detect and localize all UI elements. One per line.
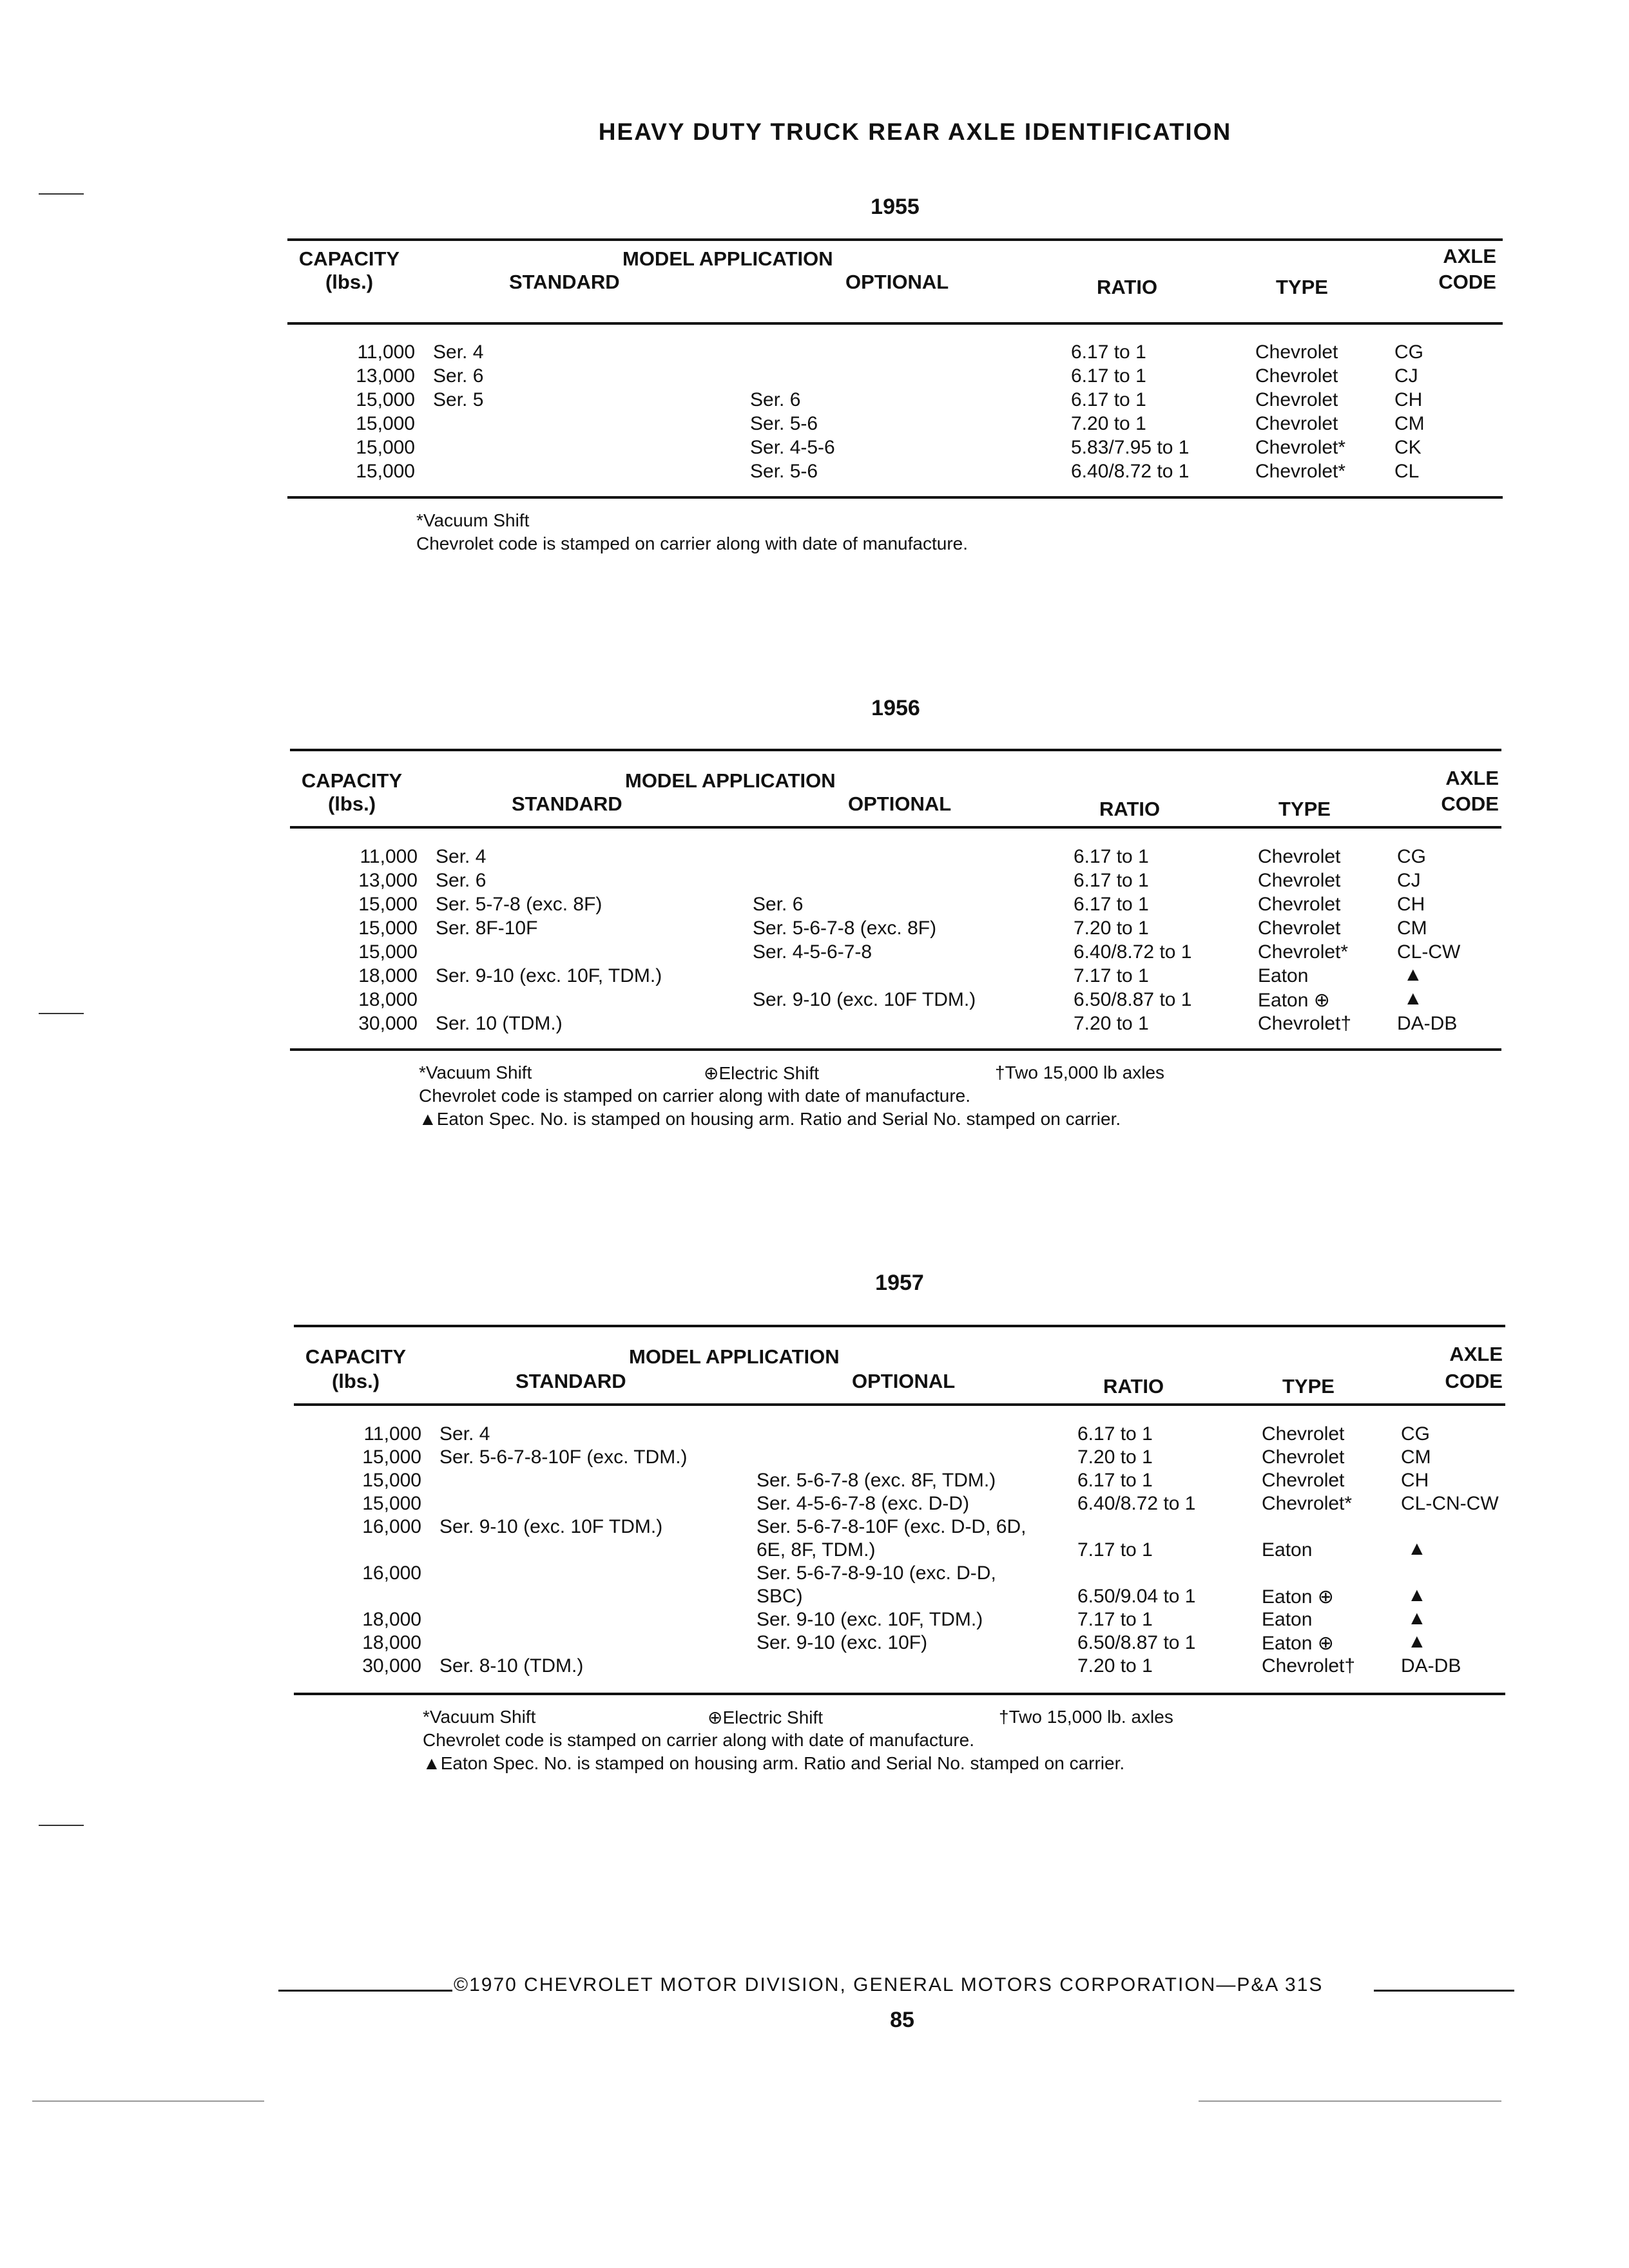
cell-capacity: 11,000 [363,1423,421,1445]
table-bottom-rule [287,496,1503,499]
cell-standard: Ser. 9-10 (exc. 10F TDM.) [439,1516,663,1537]
cell-optional: Ser. 5-6-7-8-9-10 (exc. D-D, [757,1562,996,1584]
cell-axle-code: CL-CN-CW [1401,1493,1499,1514]
cell-type: Chevrolet† [1262,1655,1356,1677]
cell-capacity: 15,000 [356,389,415,410]
cell-capacity: 15,000 [362,1470,421,1491]
cell-axle-code: CM [1401,1446,1431,1468]
cell-optional: Ser. 6 [750,389,801,410]
header-model-application: MODEL APPLICATION [625,769,836,792]
table-note: *Vacuum Shift [423,1707,536,1727]
header-ratio: RATIO [1097,276,1158,298]
header-capacity-unit: (lbs.) [327,793,376,815]
cell-type: Chevrolet [1258,846,1341,867]
table-header-rule [287,322,1503,325]
header-type: TYPE [1282,1375,1335,1398]
table-header-rule [290,826,1501,829]
cell-ratio: 6.40/8.72 to 1 [1071,461,1190,482]
header-optional: OPTIONAL [845,271,949,293]
cell-standard: Ser. 9-10 (exc. 10F, TDM.) [436,965,662,986]
cell-axle-code: DA-DB [1397,1013,1458,1034]
table-note: Chevrolet code is stamped on carrier along with date of manufacture. [416,533,969,553]
cell-optional: Ser. 4-5-6 [750,437,835,458]
cell-capacity: 18,000 [358,965,418,986]
cell-standard: Ser. 5-6-7-8-10F (exc. TDM.) [439,1446,688,1468]
table-note: ⊕Electric Shift [708,1707,824,1727]
header-axle: AXLE [1449,1343,1503,1365]
table-note: *Vacuum Shift [419,1062,532,1082]
header-model-application: MODEL APPLICATION [622,247,833,270]
cell-optional: Ser. 6 [753,894,804,915]
cell-standard: Ser. 10 (TDM.) [436,1013,563,1034]
cell-ratio: 7.17 to 1 [1074,965,1149,986]
cell-type: Chevrolet [1255,365,1338,387]
cell-type: Chevrolet [1258,918,1341,939]
cell-type: Eaton [1262,1539,1313,1561]
cell-ratio: 7.20 to 1 [1077,1446,1153,1468]
table-note: Chevrolet code is stamped on carrier along with date of manufacture. [423,1730,975,1750]
cell-capacity: 11,000 [357,341,415,363]
cell-type: Chevrolet [1258,894,1341,915]
cell-type: Chevrolet [1255,389,1338,410]
cell-ratio: 6.17 to 1 [1074,846,1149,867]
cell-type: Chevrolet [1255,341,1338,363]
table-year: 1955 [871,195,920,219]
cell-capacity: 15,000 [356,437,415,458]
cell-capacity: 16,000 [362,1562,421,1584]
cell-optional: Ser. 4-5-6-7-8 (exc. D-D) [757,1493,970,1514]
page-number: 85 [890,2008,914,2032]
cell-ratio: 6.50/9.04 to 1 [1077,1586,1196,1607]
margin-mark [39,1013,84,1014]
cell-ratio: 7.17 to 1 [1077,1609,1153,1630]
cell-optional: Ser. 9-10 (exc. 10F) [757,1632,928,1653]
cell-ratio: 7.20 to 1 [1077,1655,1153,1677]
cell-type: Chevrolet* [1255,461,1346,482]
cell-optional: Ser. 9-10 (exc. 10F, TDM.) [757,1609,983,1630]
cell-ratio: 6.17 to 1 [1077,1470,1153,1491]
table-top-rule [294,1325,1505,1327]
page-title: HEAVY DUTY TRUCK REAR AXLE IDENTIFICATION [598,119,1232,145]
cell-capacity: 16,000 [362,1516,421,1537]
cell-ratio: 6.50/8.87 to 1 [1077,1632,1196,1653]
cell-ratio: 7.20 to 1 [1074,918,1149,939]
cell-axle-code: CK [1394,437,1422,458]
cell-type: Chevrolet* [1255,437,1346,458]
table-top-rule [290,749,1501,751]
cell-ratio: 6.17 to 1 [1071,365,1146,387]
cell-type: Eaton ⊕ [1262,1586,1334,1608]
cell-axle-code: CG [1401,1423,1430,1445]
cell-standard: Ser. 8-10 (TDM.) [439,1655,584,1677]
cell-type: Chevrolet [1262,1470,1345,1491]
header-capacity: CAPACITY [298,247,400,270]
cell-ratio: 6.17 to 1 [1071,341,1146,363]
scan-edge-line [32,2100,264,2102]
cell-ratio: 6.50/8.87 to 1 [1074,989,1192,1010]
cell-ratio: 6.17 to 1 [1074,870,1149,891]
cell-ratio: 7.17 to 1 [1077,1539,1153,1561]
table-note: †Two 15,000 lb axles [995,1062,1165,1082]
table-note: †Two 15,000 lb. axles [999,1707,1173,1727]
cell-type: Chevrolet [1262,1423,1345,1445]
cell-standard: Ser. 6 [436,870,487,891]
cell-optional: Ser. 5-6-7-8 (exc. 8F) [753,918,937,939]
cell-ratio: 5.83/7.95 to 1 [1071,437,1190,458]
table-year: 1956 [871,696,920,720]
table-note: *Vacuum Shift [416,510,530,530]
header-capacity: CAPACITY [301,769,403,792]
cell-capacity: 11,000 [360,846,418,867]
cell-type: Chevrolet [1262,1446,1345,1468]
header-axle: AXLE [1445,767,1499,789]
cell-standard: Ser. 4 [436,846,487,867]
cell-optional: Ser. 5-6-7-8-10F (exc. D-D, 6D, [757,1516,1027,1537]
cell-optional: Ser. 5-6 [750,413,818,434]
cell-axle-code: CJ [1394,365,1418,387]
header-ratio: RATIO [1099,798,1161,820]
cell-capacity: 15,000 [356,461,415,482]
cell-type: Eaton ⊕ [1258,990,1330,1011]
cell-ratio: 6.40/8.72 to 1 [1074,941,1192,963]
table-year: 1957 [875,1271,924,1295]
cell-type: Chevrolet* [1262,1493,1353,1514]
cell-optional: Ser. 9-10 (exc. 10F TDM.) [753,989,976,1010]
footer-rule-left [278,1990,452,1992]
cell-optional: 6E, 8F, TDM.) [757,1539,876,1561]
cell-capacity: 15,000 [356,413,415,434]
cell-axle-code: CM [1394,413,1425,434]
cell-axle-code: CL-CW [1397,941,1461,963]
header-standard: STANDARD [509,271,620,293]
table-note: ⊕Electric Shift [704,1063,820,1083]
cell-capacity: 15,000 [358,918,418,939]
table-bottom-rule [294,1693,1505,1695]
cell-axle-code: ▲ [1403,964,1423,985]
cell-standard: Ser. 8F-10F [436,918,538,939]
cell-ratio: 7.20 to 1 [1074,1013,1149,1034]
header-type: TYPE [1276,276,1328,298]
cell-capacity: 15,000 [358,894,418,915]
cell-optional: Ser. 5-6-7-8 (exc. 8F, TDM.) [757,1470,996,1491]
cell-ratio: 6.17 to 1 [1077,1423,1153,1445]
footer-copyright: ©1970 CHEVROLET MOTOR DIVISION, GENERAL MOTORS CORPORATION—P&A 31S [454,1974,1324,1995]
cell-type: Chevrolet* [1258,941,1349,963]
cell-standard: Ser. 4 [439,1423,490,1445]
cell-optional: SBC) [757,1586,803,1607]
cell-capacity: 30,000 [362,1655,421,1677]
table-note: Chevrolet code is stamped on carrier along with date of manufacture. [419,1086,971,1106]
cell-axle-code: ▲ [1407,1631,1427,1652]
cell-type: Eaton [1258,965,1309,986]
table-top-rule [287,238,1503,241]
header-standard: STANDARD [512,793,622,815]
table-note: ▲Eaton Spec. No. is stamped on housing arm. Ratio and Serial No. stamped on carrier. [423,1753,1125,1773]
cell-axle-code: ▲ [1403,988,1423,1009]
scan-edge-line [1199,2100,1501,2102]
header-optional: OPTIONAL [852,1370,956,1392]
cell-axle-code: CG [1397,846,1426,867]
cell-standard: Ser. 5 [433,389,484,410]
table-note: ▲Eaton Spec. No. is stamped on housing arm. Ratio and Serial No. stamped on carrier. [419,1109,1121,1129]
cell-axle-code: CM [1397,918,1427,939]
cell-type: Chevrolet† [1258,1013,1352,1034]
header-type: TYPE [1278,798,1331,820]
cell-axle-code: CJ [1397,870,1421,891]
table-header-rule [294,1403,1505,1406]
cell-type: Eaton [1262,1609,1313,1630]
cell-capacity: 13,000 [358,870,418,891]
cell-capacity: 15,000 [362,1493,421,1514]
cell-capacity: 18,000 [358,989,418,1010]
header-capacity-unit: (lbs.) [325,271,374,293]
cell-standard: Ser. 6 [433,365,484,387]
cell-axle-code: CG [1394,341,1423,363]
cell-capacity: 18,000 [362,1632,421,1653]
header-standard: STANDARD [516,1370,626,1392]
cell-optional: Ser. 4-5-6-7-8 [753,941,872,963]
header-axle: AXLE [1443,245,1496,267]
cell-ratio: 7.20 to 1 [1071,413,1146,434]
header-code: CODE [1445,1370,1503,1392]
header-capacity-unit: (lbs.) [331,1370,380,1392]
header-ratio: RATIO [1103,1375,1164,1398]
footer-rule-right [1374,1990,1514,1992]
header-model-application: MODEL APPLICATION [629,1345,840,1368]
cell-axle-code: ▲ [1407,1608,1427,1629]
header-optional: OPTIONAL [848,793,952,815]
cell-ratio: 6.17 to 1 [1074,894,1149,915]
cell-axle-code: DA-DB [1401,1655,1461,1677]
cell-axle-code: CL [1394,461,1420,482]
table-bottom-rule [290,1048,1501,1051]
cell-axle-code: ▲ [1407,1584,1427,1606]
cell-axle-code: CH [1401,1470,1429,1491]
cell-capacity: 30,000 [358,1013,418,1034]
cell-axle-code: ▲ [1407,1538,1427,1559]
cell-ratio: 6.40/8.72 to 1 [1077,1493,1196,1514]
header-code: CODE [1441,793,1499,815]
header-capacity: CAPACITY [305,1345,407,1368]
cell-ratio: 6.17 to 1 [1071,389,1146,410]
cell-axle-code: CH [1397,894,1425,915]
margin-mark [39,193,84,195]
cell-capacity: 13,000 [356,365,415,387]
margin-mark [39,1825,84,1826]
cell-type: Chevrolet [1258,870,1341,891]
cell-type: Eaton ⊕ [1262,1633,1334,1654]
cell-capacity: 15,000 [362,1446,421,1468]
cell-axle-code: CH [1394,389,1423,410]
cell-type: Chevrolet [1255,413,1338,434]
cell-standard: Ser. 5-7-8 (exc. 8F) [436,894,602,915]
cell-capacity: 15,000 [358,941,418,963]
cell-capacity: 18,000 [362,1609,421,1630]
cell-standard: Ser. 4 [433,341,484,363]
cell-optional: Ser. 5-6 [750,461,818,482]
header-code: CODE [1438,271,1496,293]
